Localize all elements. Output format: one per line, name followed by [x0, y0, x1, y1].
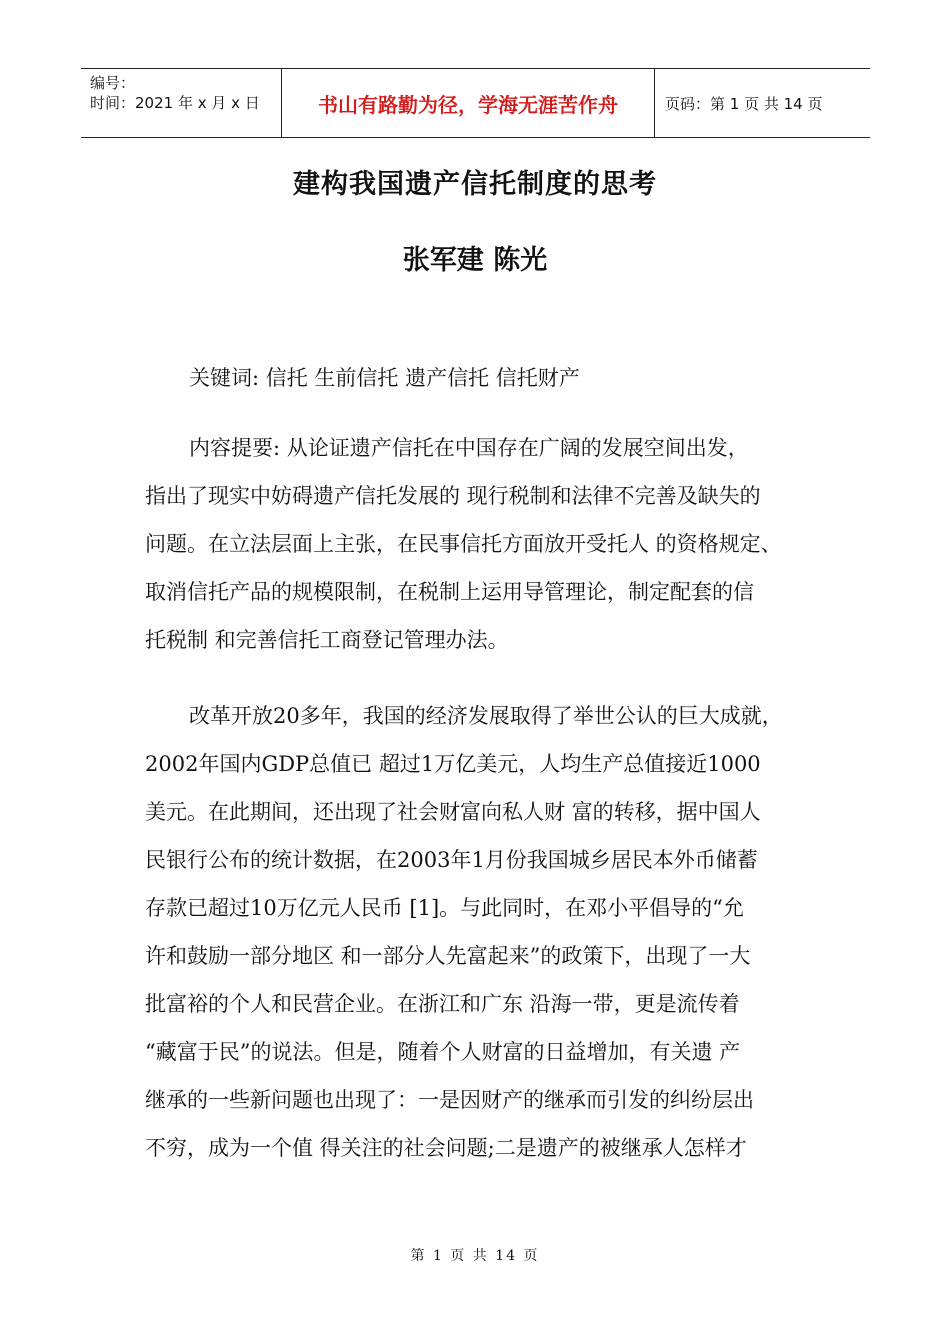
body-line: 改革开放20多年，我国的经济发展取得了举世公认的巨大成就， — [189, 704, 783, 728]
body-line: 批富裕的个人和民营企业。在浙江和广东 沿海一带，更是流传着 — [145, 992, 740, 1016]
abstract-line: 指出了现实中妨碍遗产信托发展的 现行税制和法律不完善及缺失的 — [145, 484, 761, 508]
page-footer: 第 1 页 共 14 页 — [410, 1248, 540, 1264]
body-line: “藏富于民”的说法。但是，随着个人财富的日益增加，有关遗 产 — [145, 1040, 741, 1064]
keywords-paragraph — [145, 354, 815, 402]
page-info-text: 页码：第 1 页 共 14 页 — [665, 94, 823, 113]
body-line: 民银行公布的统计数据，在2003年1月份我国城乡居民本外币储蓄 — [145, 848, 758, 872]
motto-cell — [282, 69, 655, 137]
motto-text: 书山有路勤为径，学海无涯苦作舟 — [318, 92, 618, 117]
document-authors: 张军建 陈光 — [402, 245, 548, 276]
header-table — [81, 68, 870, 138]
keywords-line: 关键词: 信托 生前信托 遗产信托 信托财产 — [189, 366, 580, 390]
time-label: 时间：2021 年 x 月 x 日 — [90, 94, 260, 112]
abstract-line: 取消信托产品的规模限制，在税制上运用导管理论，制定配套的信 — [145, 580, 754, 604]
abstract-line: 托税制 和完善信托工商登记管理办法。 — [145, 628, 509, 652]
body-line: 2002年国内GDP总值已 超过1万亿美元，人均生产总值接近1000 — [145, 752, 761, 776]
body-paragraph — [145, 692, 815, 1172]
abstract-line: 问题。在立法层面上主张，在民事信托方面放开受托人 的资格规定、 — [145, 532, 782, 556]
body-line: 不穷，成为一个值 得关注的社会问题;二是遗产的被继承人怎样才 — [145, 1136, 747, 1160]
body-line: 存款已超过10万亿元人民币 [1]。与此同时，在邓小平倡导的“允 — [145, 896, 744, 920]
abstract-paragraph — [145, 424, 815, 664]
number-label: 编号： — [90, 74, 136, 92]
body-line: 许和鼓励一部分地区 和一部分人先富起来”的政策下，出现了一大 — [145, 944, 751, 968]
abstract-line: 内容提要: 从论证遗产信托在中国存在广阔的发展空间出发， — [189, 436, 749, 460]
document-title: 建构我国遗产信托制度的思考 — [293, 169, 657, 200]
header-meta-cell — [81, 69, 282, 137]
body-line: 美元。在此期间，还出现了社会财富向私人财 富的转移，据中国人 — [145, 800, 761, 824]
page-info-cell — [655, 69, 870, 137]
body-line: 继承的一些新问题也出现了：一是因财产的继承而引发的纠纷层出 — [145, 1088, 754, 1112]
